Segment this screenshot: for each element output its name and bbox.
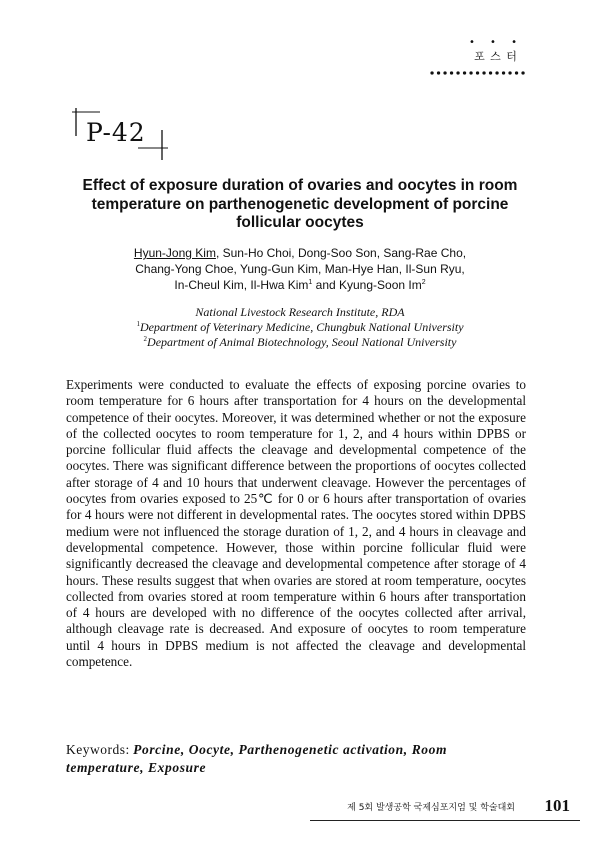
author-line-3-part1: In-Cheul Kim, Il-Hwa Kim xyxy=(174,278,309,292)
affiliation-marker-1: 1 xyxy=(308,279,313,286)
keywords-label: Keywords: xyxy=(66,742,130,757)
section-dots: • • • xyxy=(468,37,524,48)
affiliation-line-3-marker: 2 xyxy=(143,335,148,343)
poster-code: P-42 xyxy=(86,118,146,147)
affiliations xyxy=(90,305,510,350)
dotted-rule xyxy=(430,70,530,76)
author-line-3-part2: and Kyung-Soon Im xyxy=(312,278,422,292)
page-number: 101 xyxy=(544,796,570,815)
author-line-1-rest: , Sun-Ho Choi, Dong-Soo Son, Sang-Rae Cho, xyxy=(215,246,467,260)
affiliation-line-2-marker: 1 xyxy=(136,320,140,328)
footer-rule xyxy=(310,820,580,821)
paper-title: Effect of exposure duration of ovaries and oocytes in room temperature on parthenogenetic development of porcine follicular oocytes xyxy=(82,177,518,231)
author-line-1 xyxy=(90,245,510,261)
affiliation-line-2 xyxy=(90,320,510,335)
affiliation-line-1: National Livestock Research Institute, RDA xyxy=(195,305,405,319)
conference-name: 제 5회 발생공학 국제심포지엄 및 학술대회 xyxy=(347,803,515,813)
author-line-3 xyxy=(90,277,510,293)
author-line-2: Chang-Yong Choe, Yung-Gun Kim, Man-Hye Han, Il-Sun Ryu, xyxy=(135,262,465,276)
affiliation-line-3-text: Department of Animal Biotechnology, Seoul National University xyxy=(147,335,457,349)
keywords-values: Porcine, Oocyte, Parthenogenetic activation, Room temperature, Exposure xyxy=(66,742,448,775)
section-label: 포 스 터 xyxy=(474,50,518,63)
affiliation-line-3 xyxy=(90,335,510,350)
author-list xyxy=(90,245,510,293)
affiliation-line-2-text: Department of Veterinary Medicine, Chungbuk National University xyxy=(139,320,464,334)
affiliation-marker-2: 2 xyxy=(421,279,426,286)
abstract-body: Experiments were conducted to evaluate the effects of exposing porcine ovaries to room temperature for 6 hours after transportation for 4 hours on the developmental competence of their oocytes. Moreover, it was determined whether or not the exposure of the collected oocytes to room temperature for 1, 2, and 4 hours within DPBS or porcine follicular fluid affects the cleavage and developmental competence of the oocytes. There was significant difference between the proportions of oocytes collected after storage of 4 and 10 hours that underwent cleavage. However the percentages of oocytes from ovaries exposed to 25℃ for 0 or 6 hours after transportation of ovaries for 4 hours were not different in developmental rates. The oocytes stored within DPBS medium were not influenced the storage duration of 1, 2, and 4 hours in cleavage and developmental competence. However, those within porcine follicular fluid were significantly decreased the cleavage and developmental competence after storage of 4 hours. These results suggest that when ovaries are stored at room temperature, oocytes collected from ovaries stored at room temperature within 6 hours after transportation of 4 hours are developed with no difference of the oocytes collected after arrival, although cleavage rate is decreased. And exposure of oocytes to room temperature until 4 hours in DPBS medium is not affected the cleavage and developmental competence. xyxy=(66,377,526,670)
first-author: Hyun-Jong Kim xyxy=(133,246,216,260)
keywords xyxy=(66,741,526,777)
